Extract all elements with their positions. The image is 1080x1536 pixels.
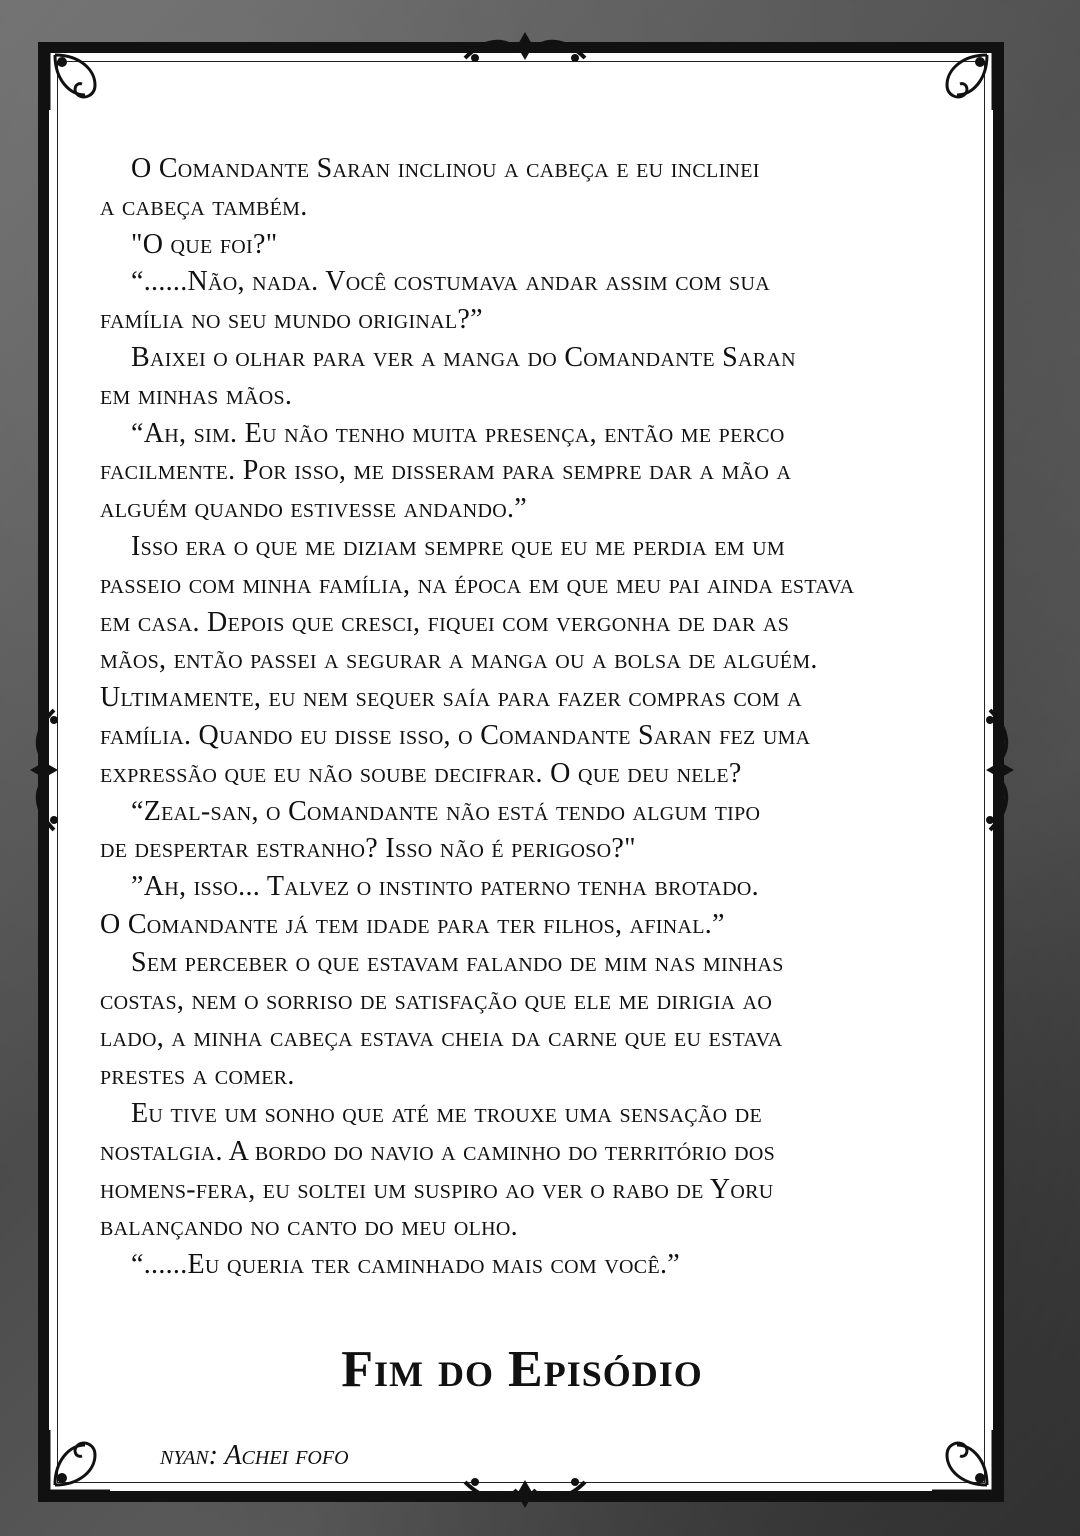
paragraph: “......Eu queria ter caminhado mais com você.”: [131, 1249, 680, 1281]
paragraph: O Comandante Saran inclinou a cabeça e eu inclinei a cabeça também.: [100, 153, 760, 222]
paragraph: Eu tive um sonho que até me trouxe uma sensação de nostalgia. A bordo do navio a caminho do território dos homens-fera, eu soltei um suspiro ao ver o rabo de Yoru balançando no canto do meu olho.: [100, 1097, 775, 1243]
corner-ornament-top-right-icon: [912, 40, 1002, 130]
edge-ornament-bottom-icon: [455, 1468, 595, 1512]
body-text: [100, 150, 970, 1284]
paragraph: “Ah, sim. Eu não tenho muita presença, então me perco facilmente. Por isso, me disseram para sempre dar a mão a alguém quando estivesse andando.”: [100, 417, 792, 525]
edge-ornament-top-icon: [455, 28, 595, 72]
edge-ornament-right-icon: [970, 700, 1020, 840]
paragraph: Baixei o olhar para ver a manga do Comandante Saran em minhas mãos.: [100, 341, 796, 411]
paragraph: Isso era o que me diziam sempre que eu me perdia em um passeio com minha família, na época em que meu pai ainda estava em casa. Depois que cresci, fiquei com vergonha de dar as mãos, então passei a segurar a manga ou a bolsa de alguém. Ultimamente, eu nem sequer saía para fazer compras com a família. Quando eu disse isso, o Comandante Saran fez uma expressão que eu não soube decifrar. O que deu nele?: [100, 530, 855, 789]
paragraph: Sem perceber o que estavam falando de mim nas minhas costas, nem o sorriso de satisfação que ele me dirigia ao lado, a minha cabeça estava cheia da carne que eu estava prestes a comer.: [100, 946, 784, 1092]
paragraph: ”Ah, isso... Talvez o instinto paterno tenha brotado. O Comandante já tem idade para ter filhos, afinal.”: [100, 871, 759, 940]
paragraph: “Zeal-san, o Comandante não está tendo algum tipo de despertar estranho? Isso não é perigoso?": [100, 795, 761, 865]
corner-ornament-bottom-left-icon: [40, 1410, 130, 1500]
ending-title: Fim do Episódio: [341, 1341, 703, 1398]
translator-note: nyan: Achei fofo: [160, 1440, 349, 1471]
paragraph: “......Não, nada. Você costumava andar assim com sua família no seu mundo original?”: [100, 266, 770, 336]
corner-ornament-bottom-right-icon: [912, 1410, 1002, 1500]
edge-ornament-left-icon: [24, 700, 74, 840]
paragraph: "O que foi?": [131, 228, 278, 260]
corner-ornament-top-left-icon: [40, 40, 130, 130]
